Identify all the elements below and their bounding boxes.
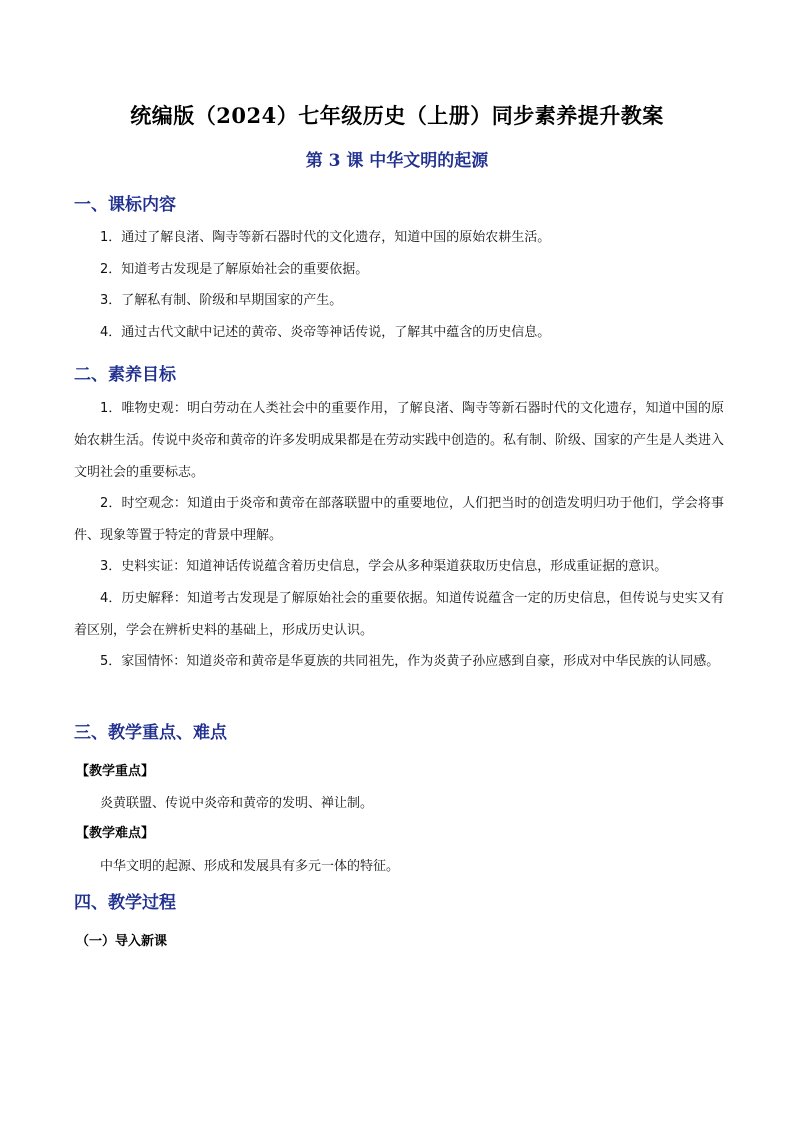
curriculum-item-1: 1．通过了解良渚、陶寺等新石器时代的文化遗存，知道中国的原始农耕生活。: [100, 230, 551, 245]
subsection-introduction: （一）导入新课: [76, 934, 168, 949]
difficult-points-label: 【教学难点】: [76, 826, 155, 841]
literacy-goal-3: 3．史料实证：知道神话传说蕴含着历史信息，学会从多种渠道获取历史信息，形成重证据的意识。: [100, 559, 668, 574]
section-heading-curriculum: 一、课标内容: [74, 195, 176, 215]
literacy-goal-2: 2．时空观念：知道由于炎帝和黄帝在部落联盟中的重要地位，人们把当时的创造发明归功于他们，学会将事件、现象等置于特定的背景中理解。: [74, 496, 724, 543]
lesson-title: 第 3 课 中华文明的起源: [305, 151, 489, 171]
curriculum-item-4: 4．通过古代文献中记述的黄帝、炎帝等神话传说，了解其中蕴含的历史信息。: [100, 325, 551, 340]
section-heading-key-points: 三、教学重点、难点: [74, 723, 227, 743]
key-points-label: 【教学重点】: [76, 764, 155, 779]
literacy-goal-5: 5．家国情怀：知道炎帝和黄帝是华夏族的共同祖先，作为炎黄子孙应感到自豪，形成对中华民族的认同感。: [100, 654, 720, 669]
literacy-goal-4: 4．历史解释：知道考古发现是了解原始社会的重要依据。知道传说蕴含一定的历史信息，但传说与史实又有着区别，学会在辨析史料的基础上，形成历史认识。: [74, 591, 724, 638]
document-title: 统编版（2024）七年级历史（上册）同步素养提升教案: [130, 103, 664, 128]
section-heading-teaching-process: 四、教学过程: [74, 893, 176, 913]
section-heading-literacy-goals: 二、素养目标: [74, 365, 176, 385]
curriculum-item-3: 3．了解私有制、阶级和早期国家的产生。: [100, 293, 343, 308]
difficult-points-text: 中华文明的起源、形成和发展具有多元一体的特征。: [100, 859, 400, 874]
curriculum-item-2: 2．知道考古发现是了解原始社会的重要依据。: [100, 262, 369, 277]
key-points-text: 炎黄联盟、传说中炎帝和黄帝的发明、禅让制。: [100, 796, 374, 811]
literacy-goal-1: 1．唯物史观：明白劳动在人类社会中的重要作用，了解良渚、陶寺等新石器时代的文化遗存，知道中国的原始农耕生活。传说中炎帝和黄帝的许多发明成果都是在劳动实践中创造的。私有制、阶级、国家的产生是人类进入文明社会的重要标志。: [74, 401, 725, 480]
